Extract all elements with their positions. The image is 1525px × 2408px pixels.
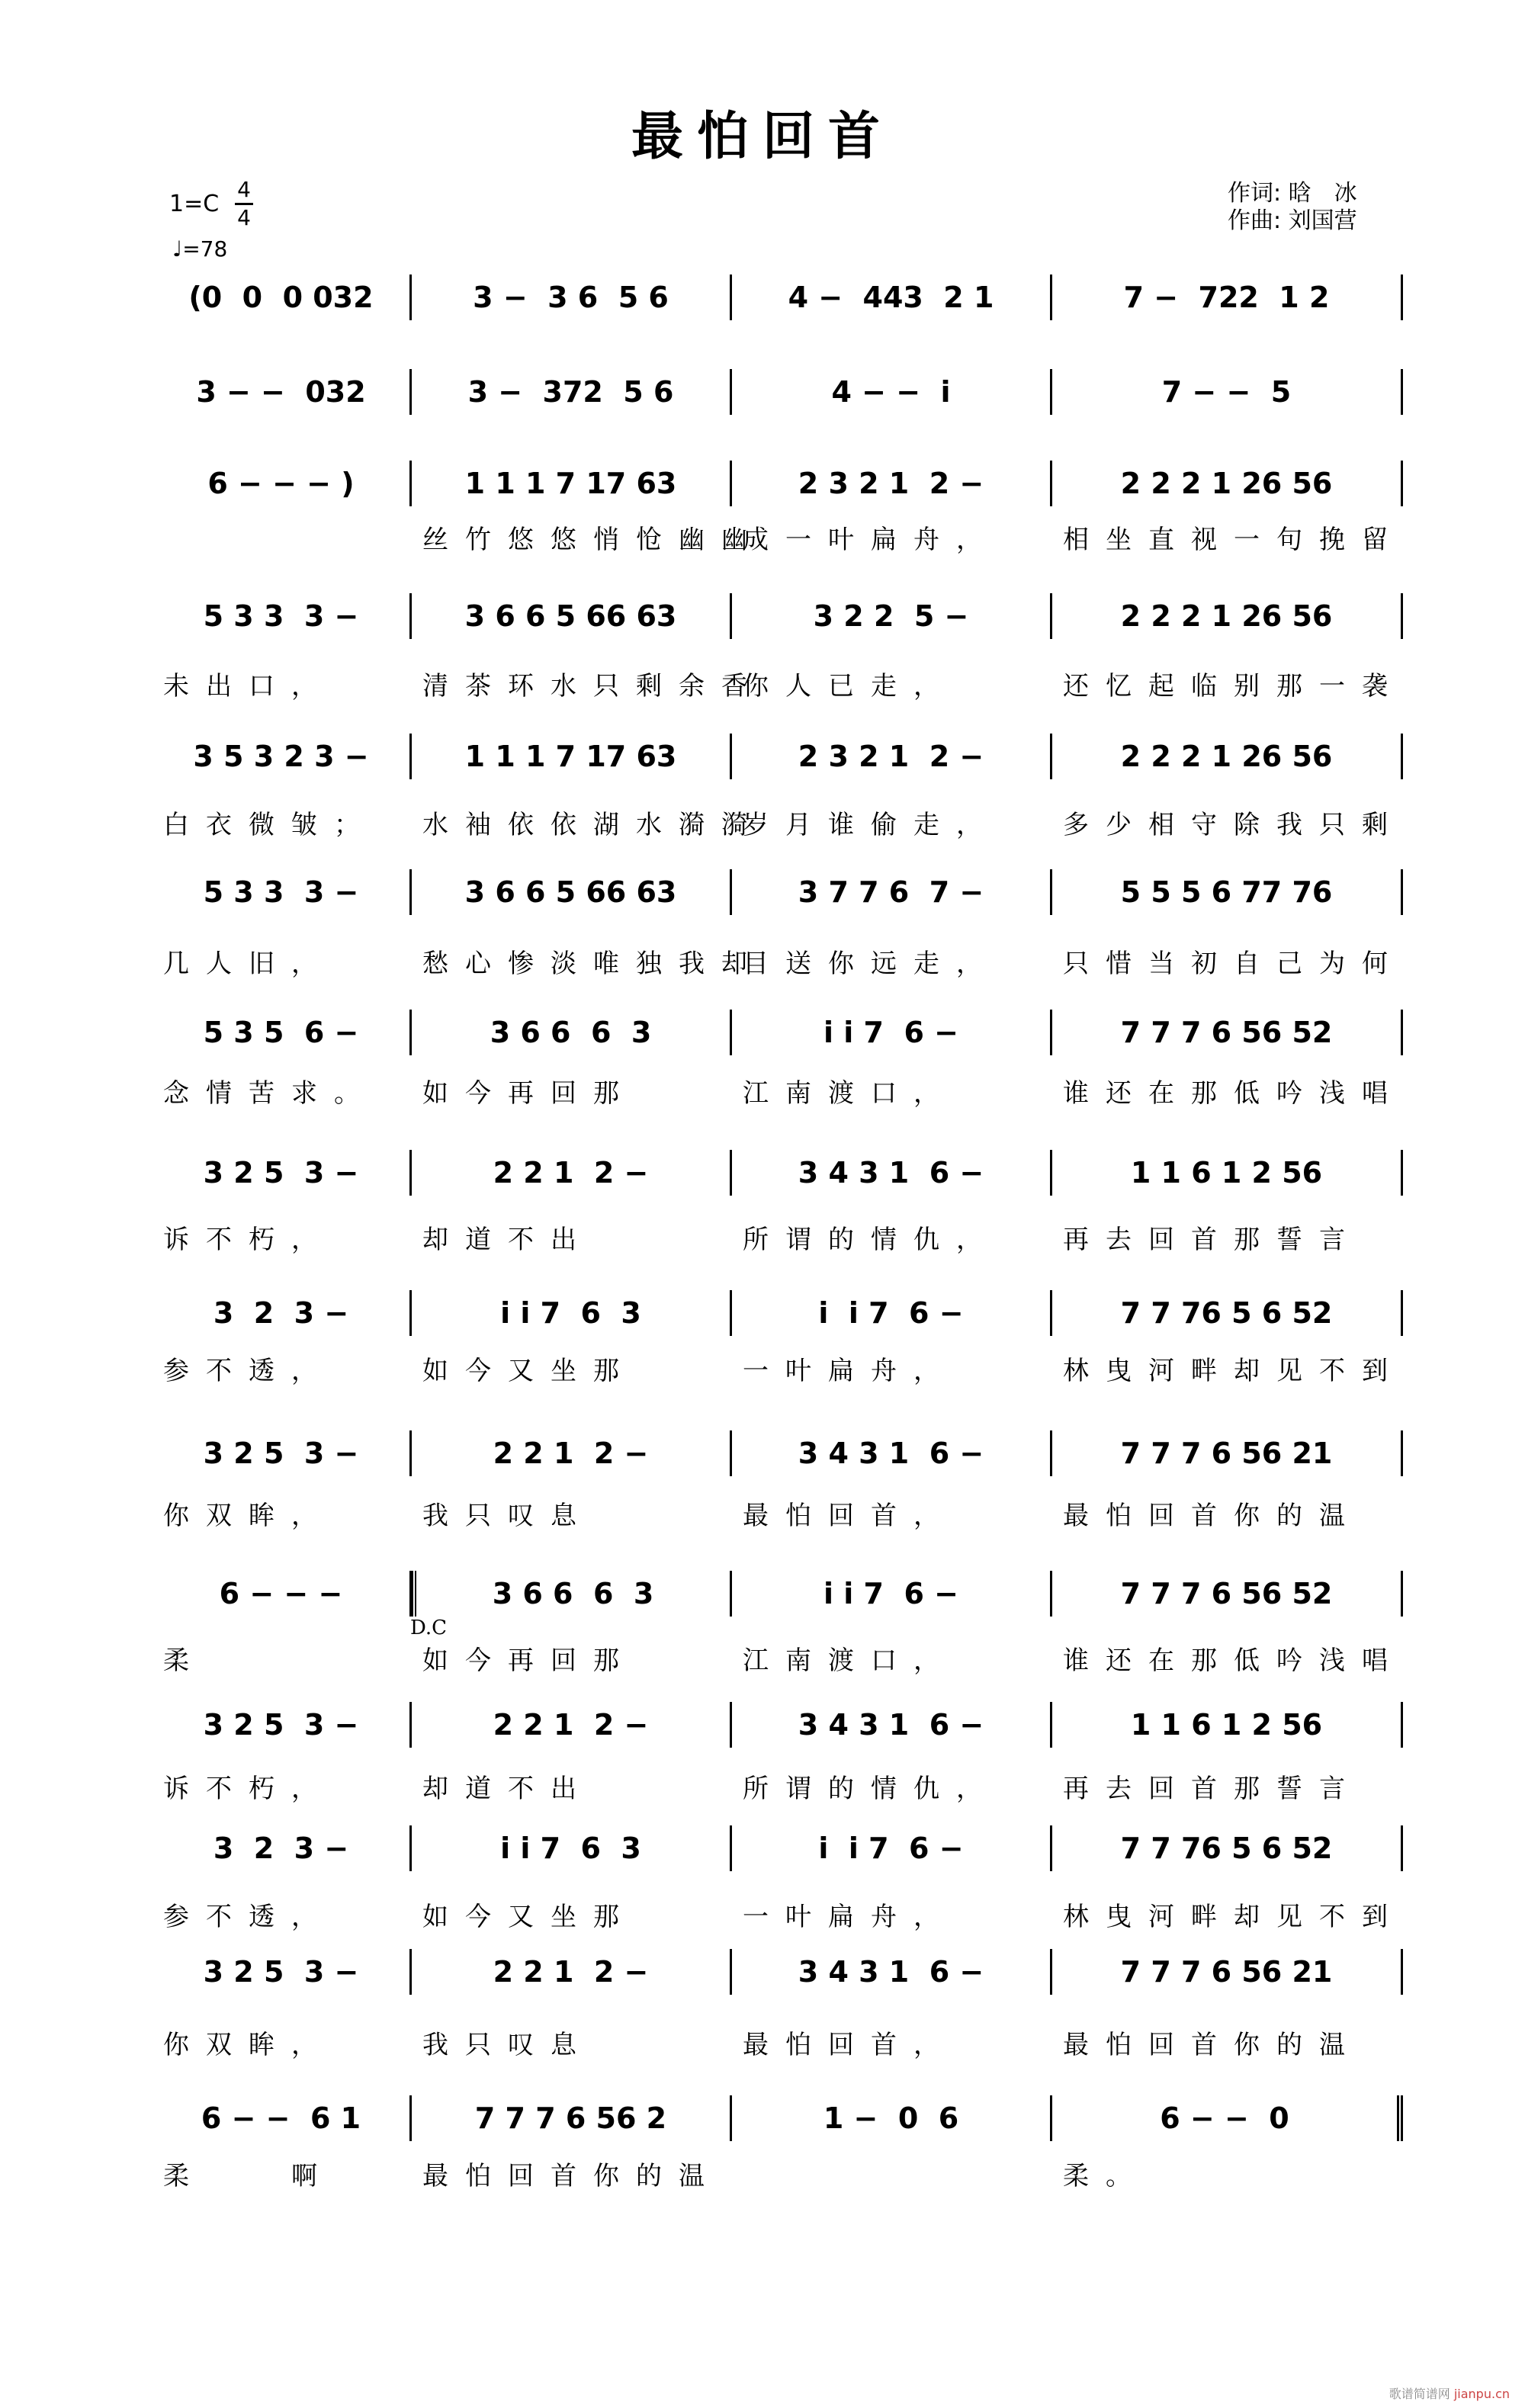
score-line: [152, 1430, 1403, 1476]
measure: 2 2 1 2 −: [412, 1702, 732, 1748]
lyricist: 作词: 晗 冰: [1228, 180, 1357, 207]
lyric-segment: 清茶环水只剩余香: [422, 671, 764, 702]
measure: 3 − 3 6 5 6: [412, 275, 732, 320]
lyric-segment: 成一叶扁舟，: [743, 525, 999, 555]
measure: 3 6 6 6 3: [412, 1010, 732, 1055]
time-top: 4: [237, 177, 251, 202]
measure: 3 2 5 3 −: [152, 1150, 412, 1196]
lyric-segment: 水袖依依湖水漪漪: [422, 810, 764, 840]
measure: 5 5 5 6 77 76: [1052, 869, 1403, 915]
dc-mark: D.C: [410, 1617, 448, 1639]
measure: i i 7 6 −: [732, 1010, 1052, 1055]
measure: 7 7 7 6 56 2: [412, 2095, 732, 2141]
tempo-marking: ♩=78: [172, 236, 228, 262]
measure: 7 7 7 6 56 52: [1052, 1571, 1403, 1617]
lyric-line: [152, 665, 1403, 711]
measure: 3 2 5 3 −: [152, 1430, 412, 1476]
measure: 6 − − 6 1: [152, 2095, 412, 2141]
lyric-segment: 多少相守除我只剩: [1063, 810, 1405, 840]
lyric-segment: 你双眸，: [163, 1501, 334, 1531]
score-line: [152, 1010, 1403, 1055]
measure-group: [152, 1825, 1403, 1871]
watermark: [1389, 2384, 1510, 2402]
measure: 6 − − 0: [1052, 2095, 1403, 2141]
measure: 1 1 6 1 2 56: [1052, 1702, 1403, 1748]
measure: 3 6 6 6 3: [412, 1571, 732, 1617]
score-line: [152, 369, 1403, 415]
lyric-segment: 丝竹悠悠悄怆幽幽: [422, 525, 764, 555]
lyric-segment: 如今又坐那: [422, 1356, 636, 1386]
lyric-segment: 最怕回首你的温: [1063, 2030, 1362, 2060]
measure: 4 − − i: [732, 369, 1052, 415]
measure-group: [152, 1571, 1403, 1617]
lyric-segment: 白衣微皱；: [163, 810, 377, 840]
lyric-segment: 柔: [163, 1645, 206, 1676]
lyric-segment: 所谓的情仇，: [743, 1225, 999, 1255]
lyric-segment: 我只叹息: [422, 2030, 593, 2060]
measure: 3 2 2 5 −: [732, 593, 1052, 639]
lyric-segment: 参不透，: [163, 1902, 334, 1932]
lyric-segment: 江南渡口，: [743, 1078, 956, 1109]
score-line: [152, 869, 1403, 915]
measure: 3 5 3 2 3 −: [152, 734, 412, 779]
credits: [1228, 180, 1357, 235]
measure: 2 2 2 1 26 56: [1052, 461, 1403, 506]
lyric-segment: 我只叹息: [422, 1501, 593, 1531]
lyric-segment: 诉不朽，: [163, 1225, 334, 1255]
lyric-segment: 几人旧，: [163, 949, 334, 979]
lyric-segment: 愁心惨淡唯独我却: [422, 949, 764, 979]
measure: 5 3 5 6 −: [152, 1010, 412, 1055]
lyric-segment: 相坐直视一句挽留: [1063, 525, 1405, 555]
lyric-line: [152, 2155, 1403, 2201]
measure: 2 2 2 1 26 56: [1052, 734, 1403, 779]
measure-group: [152, 1702, 1403, 1748]
lyric-segment: 再去回首那誓言: [1063, 1774, 1362, 1804]
composer: 作曲: 刘国营: [1228, 207, 1357, 234]
time-bottom: 4: [237, 205, 251, 230]
lyric-line: [152, 1767, 1403, 1813]
score-line: [152, 1702, 1403, 1748]
measure: i i 7 6 −: [732, 1825, 1052, 1871]
measure: 3 6 6 5 66 63: [412, 593, 732, 639]
measure: 1 1 1 7 17 63: [412, 461, 732, 506]
measure: 6 − − −: [152, 1571, 412, 1617]
measure: 2 2 1 2 −: [412, 1949, 732, 1995]
measure: 3 2 3 −: [152, 1825, 412, 1871]
lyric-segment: 目送你远走，: [743, 949, 999, 979]
lyric-line: [152, 1639, 1403, 1685]
lyric-segment: 最怕回首，: [743, 2030, 956, 2060]
measure: 5 3 3 3 −: [152, 869, 412, 915]
measure: 1 − 0 6: [732, 2095, 1052, 2141]
lyric-segment: 未出口，: [163, 671, 334, 702]
lyric-segment: [152, 519, 412, 564]
measure: 4 − 443 2 1: [732, 275, 1052, 320]
measure: 7 7 7 6 56 52: [1052, 1010, 1403, 1055]
score-line: [152, 593, 1403, 639]
lyric-line: [152, 942, 1403, 988]
score-line: [152, 1949, 1403, 1995]
score-line: [152, 275, 1403, 320]
lyric-segment: 却道不出: [422, 1225, 593, 1255]
measure: 3 − − 032: [152, 369, 412, 415]
measure: 3 2 5 3 −: [152, 1702, 412, 1748]
measure: 1 1 6 1 2 56: [1052, 1150, 1403, 1196]
measure: i i 7 6 −: [732, 1571, 1052, 1617]
measure: 3 4 3 1 6 −: [732, 1150, 1052, 1196]
measure-group: [152, 461, 1403, 506]
measure: 3 4 3 1 6 −: [732, 1949, 1052, 1995]
measure: 1 1 1 7 17 63: [412, 734, 732, 779]
measure: 3 6 6 5 66 63: [412, 869, 732, 915]
lyric-segment: 柔。: [1063, 2161, 1148, 2191]
lyric-segment: 念情苦求。: [163, 1078, 377, 1109]
measure: 3 4 3 1 6 −: [732, 1702, 1052, 1748]
measure: 3 − 372 5 6: [412, 369, 732, 415]
lyric-segment: 最怕回首你的温: [422, 2161, 721, 2191]
lyric-segment: 却道不出: [422, 1774, 593, 1804]
watermark-url: jianpu.cn: [1453, 2387, 1510, 2401]
lyric-segment: 再去回首那誓言: [1063, 1225, 1362, 1255]
lyric-line: [152, 519, 1403, 564]
lyric-line: [152, 1072, 1403, 1118]
measure-group: [152, 1949, 1403, 1995]
measure-group: [152, 1150, 1403, 1196]
measure: 3 2 5 3 −: [152, 1949, 412, 1995]
lyric-segment: 林曳河畔却见不到: [1063, 1356, 1405, 1386]
lyric-segment: 如今再回那: [422, 1645, 636, 1676]
lyric-segment: 诉不朽，: [163, 1774, 334, 1804]
score-line: [152, 2095, 1403, 2141]
lyric-segment: 你双眸，: [163, 2030, 334, 2060]
lyric-segment: 参不透，: [163, 1356, 334, 1386]
measure-group: [152, 275, 1403, 320]
lyric-segment: 岁月谁偷走，: [743, 810, 999, 840]
measure: 2 2 1 2 −: [412, 1430, 732, 1476]
lyric-segment: 谁还在那低吟浅唱: [1063, 1078, 1405, 1109]
score-line: [152, 1150, 1403, 1196]
measure: 2 2 1 2 −: [412, 1150, 732, 1196]
score-line: [152, 1290, 1403, 1336]
lyric-line: [152, 1218, 1403, 1264]
lyric-segment: 如今又坐那: [422, 1902, 636, 1932]
score-line: [152, 1571, 1403, 1617]
measure-group: [152, 1010, 1403, 1055]
measure: 7 7 76 5 6 52: [1052, 1825, 1403, 1871]
measure: 3 2 3 −: [152, 1290, 412, 1336]
lyric-line: [152, 1896, 1403, 1941]
lyric-segment: 还忆起临别那一袭: [1063, 671, 1405, 702]
song-title: 最怕回首: [631, 106, 894, 167]
measure-group: [152, 369, 1403, 415]
score-line: [152, 1825, 1403, 1871]
measure: 7 7 7 6 56 21: [1052, 1430, 1403, 1476]
lyric-segment: 如今再回那: [422, 1078, 636, 1109]
measure: i i 7 6 −: [732, 1290, 1052, 1336]
measure: 7 − − 5: [1052, 369, 1403, 415]
measure: 6 − − − ): [152, 461, 412, 506]
key-signature: 1=C: [169, 191, 220, 217]
measure: 7 7 76 5 6 52: [1052, 1290, 1403, 1336]
lyric-segment: 林曳河畔却见不到: [1063, 1902, 1405, 1932]
measure-group: [152, 869, 1403, 915]
lyric-line: [152, 2024, 1403, 2069]
measure: 2 2 2 1 26 56: [1052, 593, 1403, 639]
lyric-line: [152, 1495, 1403, 1540]
score-line: [152, 461, 1403, 506]
lyric-segment: 最怕回首，: [743, 1501, 956, 1531]
measure-group: [152, 734, 1403, 779]
measure: i i 7 6 3: [412, 1825, 732, 1871]
lyric-line: [152, 1350, 1403, 1395]
lyric-segment: 只惜当初自己为何: [1063, 949, 1405, 979]
measure: 7 − 722 1 2: [1052, 275, 1403, 320]
measure: 3 7 7 6 7 −: [732, 869, 1052, 915]
measure: 2 3 2 1 2 −: [732, 461, 1052, 506]
measure-group: [152, 1290, 1403, 1336]
lyric-segment: 一叶扁舟，: [743, 1356, 956, 1386]
lyric-segment: 你人已走，: [743, 671, 956, 702]
lyric-segment: 柔 啊: [163, 2161, 334, 2191]
measure: 2 3 2 1 2 −: [732, 734, 1052, 779]
measure: 3 4 3 1 6 −: [732, 1430, 1052, 1476]
lyric-segment: 江南渡口，: [743, 1645, 956, 1676]
measure-group: [152, 1430, 1403, 1476]
measure: (0 0 0 032: [152, 275, 412, 320]
measure-group: [152, 2095, 1403, 2141]
score-line: [152, 734, 1403, 779]
lyric-segment: 最怕回首你的温: [1063, 1501, 1362, 1531]
watermark-cn: 歌谱简谱网: [1389, 2387, 1450, 2401]
lyric-line: [152, 804, 1403, 849]
measure: 7 7 7 6 56 21: [1052, 1949, 1403, 1995]
lyric-segment: 一叶扁舟，: [743, 1902, 956, 1932]
lyric-segment: [732, 2155, 1052, 2201]
measure: 5 3 3 3 −: [152, 593, 412, 639]
measure: i i 7 6 3: [412, 1290, 732, 1336]
lyric-segment: 所谓的情仇，: [743, 1774, 999, 1804]
measure-group: [152, 593, 1403, 639]
time-signature: [235, 177, 253, 231]
lyric-segment: 谁还在那低吟浅唱: [1063, 1645, 1405, 1676]
